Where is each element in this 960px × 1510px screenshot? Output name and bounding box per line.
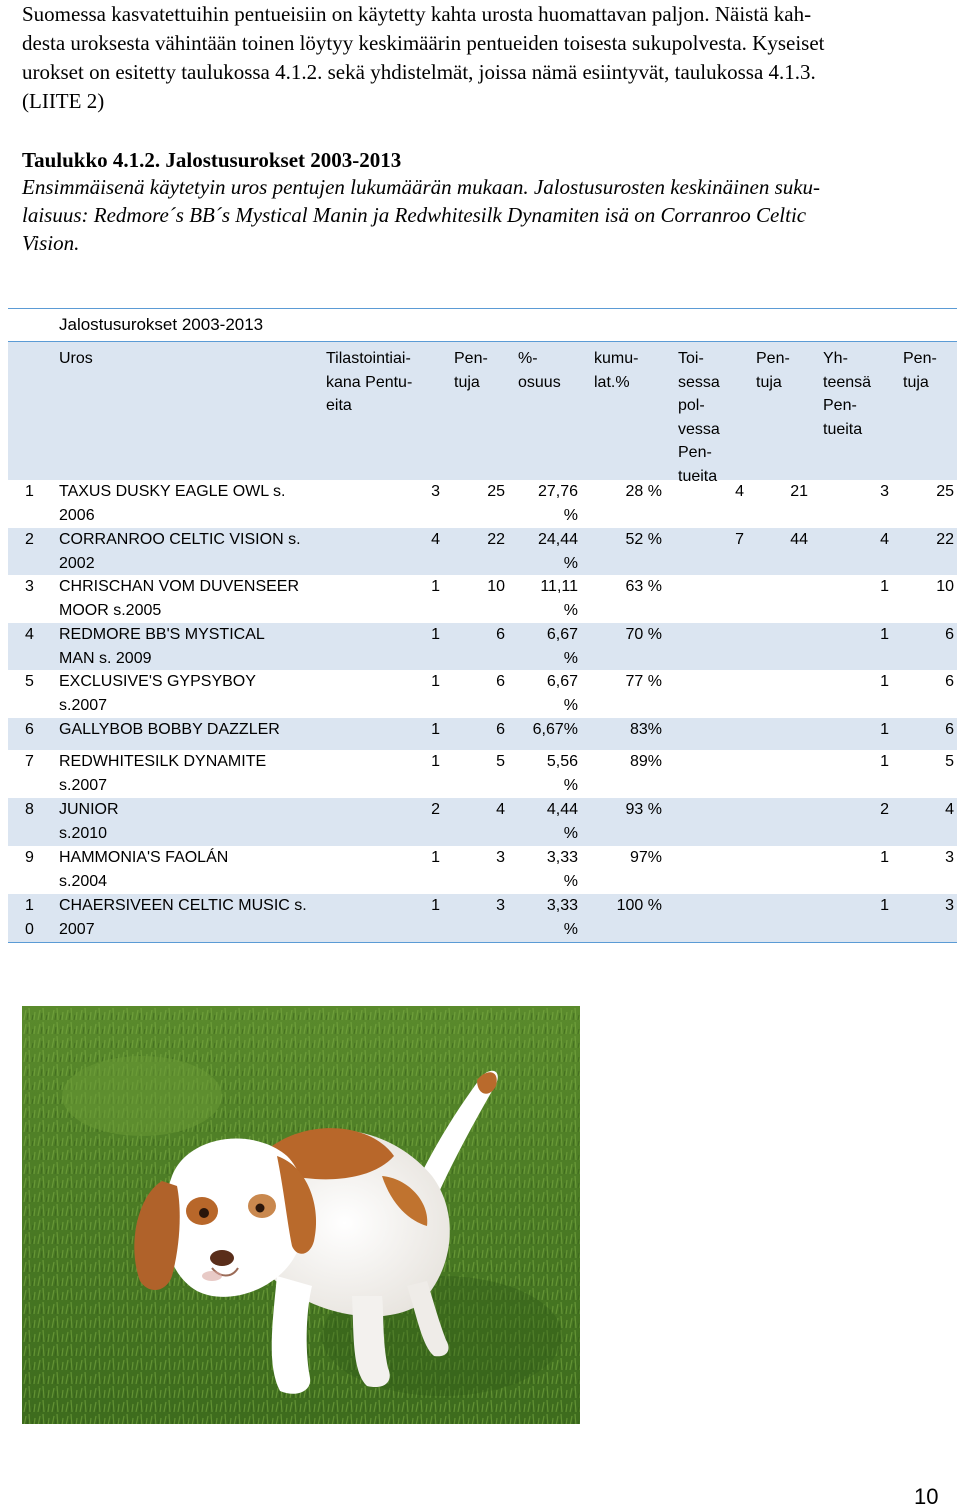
pups-cell: 6	[496, 721, 505, 738]
total-pups-cell: 6	[945, 626, 954, 643]
cum-cell: 93 %	[625, 801, 662, 818]
header-text: osuus	[518, 373, 561, 391]
male-name-cell: CORRANROO CELTIC VISION s. 2002	[59, 531, 301, 572]
header-uros: Uros	[59, 350, 93, 367]
pups-cell: 6	[496, 626, 505, 643]
cum-cell: 77 %	[625, 673, 662, 690]
total-pups-cell: 4	[945, 801, 954, 818]
table-header	[8, 342, 957, 485]
male-name-cell: EXCLUSIVE'S GYPSYBOY s.2007	[59, 673, 256, 714]
cum-cell: 52 %	[625, 531, 662, 548]
table-row	[8, 798, 957, 846]
litters-cell: 1	[431, 578, 440, 595]
header-pentuja2	[756, 347, 790, 394]
header-kumul	[594, 347, 638, 394]
total-pups-cell: 6	[945, 673, 954, 690]
cum-cell: 28 %	[625, 483, 662, 500]
intro-line: urokset on esitetty taulukossa 4.1.2. sekä yhdistelmät, joissa nämä esiintyvät, taulukossa 4.1.3.	[22, 60, 816, 84]
table-title-row	[8, 308, 957, 342]
total-litters-cell: 2	[880, 801, 889, 818]
table-row	[8, 894, 957, 942]
litters-cell: 1	[431, 673, 440, 690]
header-text: eita	[326, 397, 352, 414]
table-row	[8, 528, 957, 575]
header-text: Toi-	[678, 350, 704, 367]
rank-cell: 1 0	[25, 897, 34, 938]
gen2-pups-cell: 44	[790, 531, 808, 548]
header-text: Pen-	[903, 350, 937, 367]
share-cell: 3,33 %	[546, 897, 578, 938]
share-cell: 27,76 %	[537, 483, 578, 524]
total-pups-cell: 3	[945, 897, 954, 914]
rank-cell: 8	[25, 801, 34, 818]
header-text: Tilastointiai-	[326, 350, 411, 367]
share-cell: 3,33 %	[546, 849, 578, 890]
header-toisessa	[678, 347, 720, 488]
header-text: teensä	[823, 373, 872, 391]
header-text: tuja	[903, 373, 929, 391]
gen2-litters-cell: 4	[735, 483, 744, 500]
header-text: sessa	[678, 373, 720, 391]
total-litters-cell: 3	[880, 483, 889, 500]
total-pups-cell: 3	[945, 849, 954, 866]
pups-cell: 22	[487, 531, 505, 548]
header-text: pol-	[678, 397, 705, 414]
male-name-cell: CHRISCHAN VOM DUVENSEER MOOR s.2005	[59, 578, 300, 619]
total-litters-cell: 1	[880, 849, 889, 866]
header-osuus	[518, 347, 561, 394]
breeding-males-table	[8, 308, 957, 943]
header-text: tueita	[823, 420, 863, 438]
litters-cell: 4	[431, 531, 440, 548]
share-cell: 6,67%	[532, 721, 578, 738]
share-cell: 5,56 %	[546, 753, 578, 794]
header-text: kumu-	[594, 350, 639, 367]
header-text: %-	[518, 350, 538, 367]
rank-cell: 2	[25, 531, 34, 548]
header-tilasto	[326, 347, 412, 418]
header-text: kana Pentu-	[326, 373, 413, 391]
header-yhteensa	[823, 347, 871, 441]
puppy-image	[22, 1006, 580, 1424]
total-litters-cell: 1	[880, 897, 889, 914]
total-pups-cell: 5	[945, 753, 954, 770]
pups-cell: 10	[487, 578, 505, 595]
pups-cell: 25	[487, 483, 505, 500]
share-cell: 4,44 %	[546, 801, 578, 842]
total-litters-cell: 1	[880, 721, 889, 738]
header-text: tuja	[756, 373, 782, 391]
header-text: Pen-	[454, 350, 488, 367]
gen2-pups-cell: 21	[790, 483, 808, 500]
pups-cell: 6	[496, 673, 505, 690]
header-text: tuja	[454, 373, 480, 391]
litters-cell: 1	[431, 849, 440, 866]
rank-cell: 7	[25, 753, 34, 770]
header-text: tueita	[678, 467, 718, 485]
header-pentuja3	[903, 347, 937, 394]
total-litters-cell: 4	[880, 531, 889, 548]
table-row	[8, 480, 957, 528]
header-text: Pen-	[823, 397, 857, 414]
cum-cell: 97%	[629, 849, 662, 866]
rank-cell: 1	[25, 483, 34, 500]
total-pups-cell: 22	[936, 531, 954, 548]
total-litters-cell: 1	[880, 673, 889, 690]
litters-cell: 3	[431, 483, 440, 500]
male-name-cell: JUNIOR s.2010	[59, 801, 119, 842]
caption-line: Vision.	[22, 231, 80, 255]
table-row	[8, 670, 957, 718]
cum-cell: 89%	[629, 753, 662, 770]
total-pups-cell: 6	[945, 721, 954, 738]
total-pups-cell: 10	[936, 578, 954, 595]
rank-cell: 4	[25, 626, 34, 643]
total-litters-cell: 1	[880, 753, 889, 770]
table-row	[8, 750, 957, 798]
intro-line: (LIITE 2)	[22, 89, 105, 113]
share-cell: 6,67 %	[546, 626, 578, 667]
male-name-cell: REDWHITESILK DYNAMITE s.2007	[59, 753, 267, 794]
litters-cell: 1	[431, 897, 440, 914]
litters-cell: 1	[431, 753, 440, 770]
table-title: Jalostusurokset 2003-2013	[59, 315, 264, 334]
cum-cell: 100 %	[616, 897, 662, 914]
gen2-litters-cell: 7	[735, 531, 744, 548]
male-name-cell: REDMORE BB'S MYSTICAL MAN s. 2009	[59, 626, 265, 667]
table-body	[8, 480, 957, 942]
intro-paragraph	[22, 0, 942, 116]
share-cell: 24,44 %	[537, 531, 578, 572]
share-cell: 6,67 %	[546, 673, 578, 714]
table-row	[8, 575, 957, 623]
share-cell: 11,11 %	[540, 578, 578, 619]
puppy-photo	[22, 1006, 580, 1424]
litters-cell: 1	[431, 626, 440, 643]
page-number: 10	[914, 1484, 939, 1509]
male-name-cell: TAXUS DUSKY EAGLE OWL s. 2006	[59, 483, 286, 524]
table-row	[8, 718, 957, 750]
header-text: Pen-	[756, 350, 790, 367]
pups-cell: 3	[496, 849, 505, 866]
table-caption-title: Taulukko 4.1.2. Jalostusurokset 2003-2013	[22, 148, 402, 172]
table-row	[8, 846, 957, 894]
cum-cell: 83%	[629, 721, 662, 738]
male-name-cell: HAMMONIA'S FAOLÁN s.2004	[59, 849, 229, 890]
male-name-cell: GALLYBOB BOBBY DAZZLER	[59, 721, 280, 738]
intro-line: Suomessa kasvatettuihin pentueisiin on käytetty kahta urosta huomattavan paljon. Näistä kah-	[22, 2, 812, 26]
total-pups-cell: 25	[936, 483, 954, 500]
pups-cell: 3	[496, 897, 505, 914]
cum-cell: 70 %	[625, 626, 662, 643]
rank-cell: 5	[25, 673, 34, 690]
male-name-cell: CHAERSIVEEN CELTIC MUSIC s. 2007	[59, 897, 307, 938]
header-pentuja1	[454, 347, 488, 394]
header-text: vessa	[678, 420, 720, 438]
intro-line: desta uroksesta vähintään toinen löytyy keskimäärin pentueiden toisesta sukupolvesta. Kyseiset	[22, 31, 825, 55]
table-caption-description	[22, 173, 942, 257]
total-litters-cell: 1	[880, 578, 889, 595]
header-text: lat.%	[594, 373, 630, 391]
caption-line: laisuus: Redmore´s BB´s Mystical Manin ja Redwhitesilk Dynamiten isä on Corranroo Celtic	[22, 203, 807, 227]
rank-cell: 9	[25, 849, 34, 866]
pups-cell: 4	[496, 801, 505, 818]
rank-cell: 6	[25, 721, 34, 738]
table-row	[8, 623, 957, 670]
total-litters-cell: 1	[880, 626, 889, 643]
caption-line: Ensimmäisenä käytetyin uros pentujen lukumäärän mukaan. Jalostusurosten keskinäinen suku-	[22, 175, 821, 199]
header-text: Pen-	[678, 444, 712, 461]
litters-cell: 2	[431, 801, 440, 818]
header-text: Yh-	[823, 350, 848, 367]
rank-cell: 3	[25, 578, 34, 595]
pups-cell: 5	[496, 753, 505, 770]
litters-cell: 1	[431, 721, 440, 738]
cum-cell: 63 %	[625, 578, 662, 595]
